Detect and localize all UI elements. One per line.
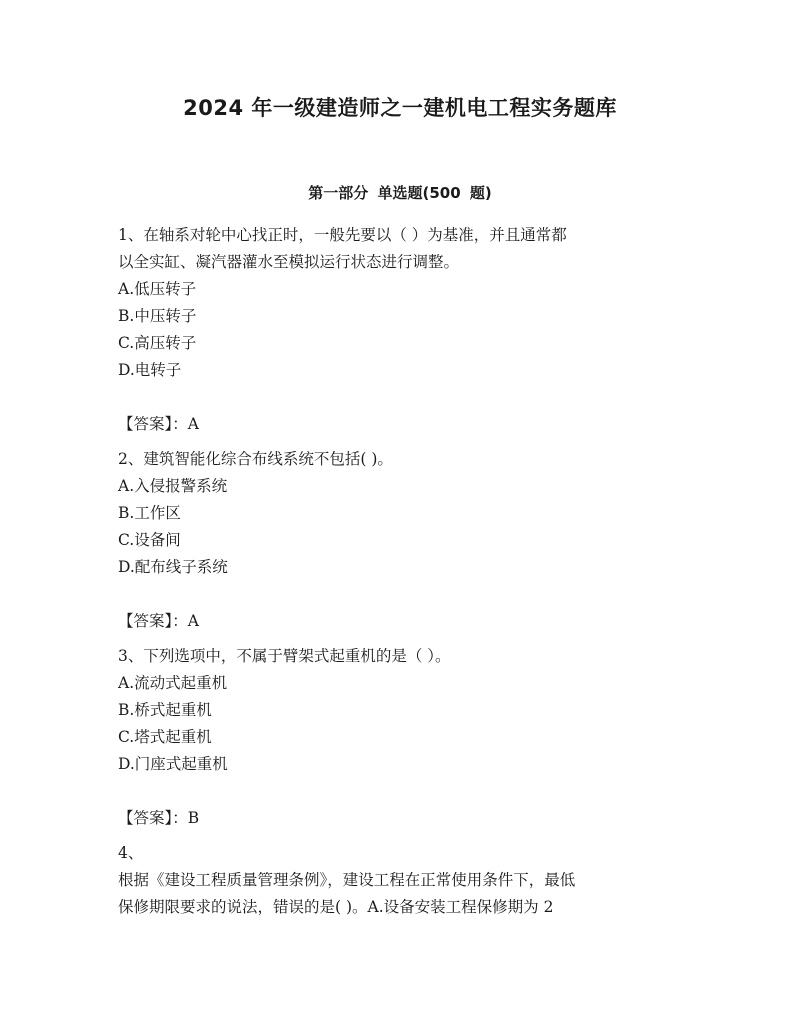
option-d: D.电转子 [118,361,182,379]
question-stem-line: 3、下列选项中，不属于臂架式起重机的是（ ）。 [118,647,451,665]
question-list [118,222,688,921]
question-stem-line: 保修期限要求的说法，错误的是( )。A.设备安装工程保修期为 2 [118,898,554,916]
question-stem-line: 以全实缸、凝汽器灌水至模拟运行状态进行调整。 [118,253,460,271]
question-2 [118,446,688,635]
question-stem-line: 2、建筑智能化综合布线系统不包括( )。 [118,450,393,468]
question-3 [118,643,688,832]
option-a: A.低压转子 [118,280,197,298]
question-4 [118,840,688,921]
option-a: A.入侵报警系统 [118,477,228,495]
question-1 [118,222,688,438]
option-c: C.塔式起重机 [118,728,212,746]
document-title: 2024 年一级建造师之一建机电工程实务题库 [183,96,617,120]
option-d: D.配布线子系统 [118,558,228,576]
question-stem-line: 4、 [118,844,144,862]
option-c: C.高压转子 [118,334,197,352]
option-b: B.中压转子 [118,307,197,325]
answer-line: 【答案】：B [118,809,200,827]
question-stem-line: 根据《建设工程质量管理条例》，建设工程在正常使用条件下，最低 [118,871,576,889]
option-a: A.流动式起重机 [118,674,228,692]
answer-line: 【答案】：A [118,415,199,433]
option-c: C.设备间 [118,531,181,549]
section-heading: 第一部分 单选题(500 题) [308,184,492,202]
option-d: D.门座式起重机 [118,755,228,773]
answer-line: 【答案】：A [118,612,199,630]
option-b: B.桥式起重机 [118,701,212,719]
option-b: B.工作区 [118,504,181,522]
question-stem-line: 1、在轴系对轮中心找正时，一般先要以（ ）为基准，并且通常都 [118,226,567,244]
